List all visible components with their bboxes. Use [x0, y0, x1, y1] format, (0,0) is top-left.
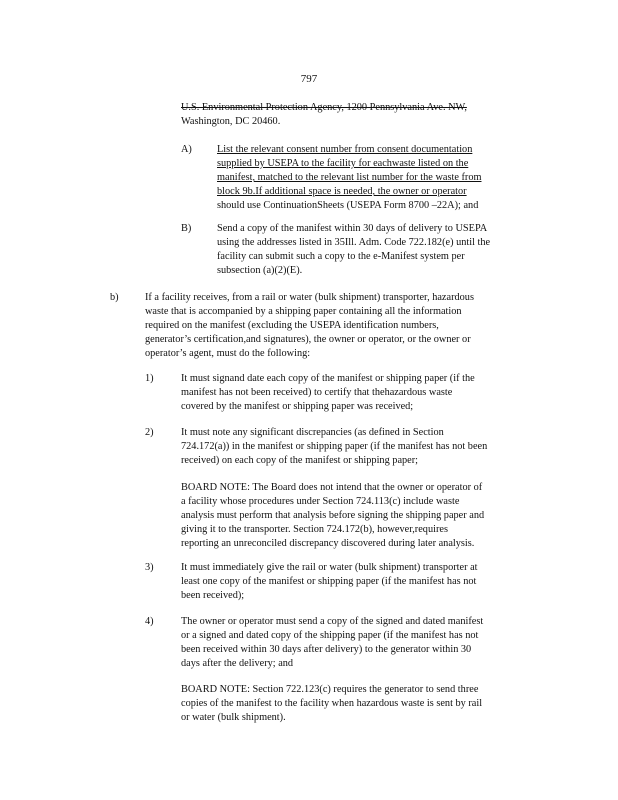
address-struck-line: U.S. Environmental Protection Agency, 1200 Pennsylvania Ave. NW,	[181, 102, 467, 113]
board-note-line: copies of the manifest to the facility when hazardous waste is sent by rail	[181, 698, 483, 709]
board-note-line: analysis must perform that analysis before signing the shipping paper and	[181, 510, 485, 521]
item-3-line: been received);	[181, 590, 245, 601]
board-note-2	[181, 683, 536, 725]
item-4-line: The owner or operator must send a copy of the signed and dated manifest	[181, 616, 484, 627]
board-note-line: reporting an unreconciled discrepancy discovered during later analysis.	[181, 538, 475, 549]
section-b-line: generator’s certification,and signatures), the owner or operator, or the owner or	[145, 334, 471, 345]
item-1-line: manifest has not been received) to certify that thehazardous waste	[181, 387, 453, 398]
item-1-line: It must signand date each copy of the manifest or shipping paper (if the	[181, 373, 475, 384]
item-3-line: least one copy of the manifest or shipping paper (if the manifest has not	[181, 576, 477, 587]
section-b-line: If a facility receives, from a rail or water (bulk shipment) transporter, hazardous	[145, 292, 474, 303]
subitem-a-line: block 9b.If additional space is needed, the owner or operator	[217, 186, 467, 197]
address-block	[181, 101, 526, 129]
section-b-label: b)	[110, 292, 119, 303]
section-b-line: required on the manifest (excluding the USEPA identification numbers,	[145, 320, 439, 331]
item-2-text	[181, 426, 541, 468]
item-2-line: It must note any significant discrepancies (as defined in Section	[181, 427, 444, 438]
item-4-line: days after the delivery; and	[181, 658, 294, 669]
subitem-a-line: should use ContinuationSheets (USEPA Form 8700 –22A); and	[217, 200, 479, 211]
subitem-b-line: subsection (a)(2)(E).	[217, 265, 303, 276]
section-b-text	[145, 291, 530, 361]
item-4-line: or a signed and dated copy of the shipping paper (if the manifest has not	[181, 630, 479, 641]
section-b-line: operator’s agent, must do the following:	[145, 348, 311, 359]
item-2-line: 724.172(a)) in the manifest or shipping paper (if the manifest has not been	[181, 441, 488, 452]
item-4-text	[181, 615, 531, 671]
item-2-line: received) on each copy of the manifest or shipping paper;	[181, 455, 419, 466]
subitem-b-label: B)	[181, 223, 192, 234]
subitem-b-line: facility can submit such a copy to the e-Manifest system per	[217, 251, 465, 262]
item-4-label: 4)	[145, 616, 154, 627]
section-b-line: waste that is accompanied by a shipping paper containing all the information	[145, 306, 462, 317]
item-4-line: been received within 30 days after delivery) to the generator within 30	[181, 644, 472, 655]
page-number: 797	[300, 73, 318, 85]
board-note-line: a facility whose procedures under Section 724.113(c) include waste	[181, 496, 460, 507]
board-note-line: giving it to the transporter. Section 724.172(b), however,requires	[181, 524, 448, 535]
item-2-label: 2)	[145, 427, 154, 438]
item-1-line: covered by the manifest or shipping paper was received;	[181, 401, 414, 412]
item-3-text	[181, 561, 526, 603]
subitem-a-line: manifest, matched to the relevant list number for the waste from	[217, 172, 482, 183]
item-1-label: 1)	[145, 373, 154, 384]
board-note-line: BOARD NOTE: Section 722.123(c) requires the generator to send three	[181, 684, 479, 695]
subitem-a-line: List the relevant consent number from consent documentation	[217, 144, 473, 155]
subitem-a-text	[217, 143, 527, 213]
board-note-line: BOARD NOTE: The Board does not intend that the owner or operator of	[181, 482, 483, 493]
item-1-text	[181, 372, 526, 414]
board-note-1	[181, 481, 541, 551]
board-note-line: or water (bulk shipment).	[181, 712, 286, 723]
subitem-a-line: supplied by USEPA to the facility for eachwaste listed on the	[217, 158, 469, 169]
subitem-b-line: using the addresses listed in 35Ill. Adm. Code 722.182(e) until the	[217, 237, 491, 248]
subitem-a-label: A)	[181, 144, 192, 155]
subitem-b-text	[217, 222, 547, 278]
item-3-line: It must immediately give the rail or water (bulk shipment) transporter at	[181, 562, 478, 573]
item-3-label: 3)	[145, 562, 154, 573]
address-line: Washington, DC 20460.	[181, 116, 281, 127]
subitem-b-line: Send a copy of the manifest within 30 days of delivery to USEPA	[217, 223, 488, 234]
